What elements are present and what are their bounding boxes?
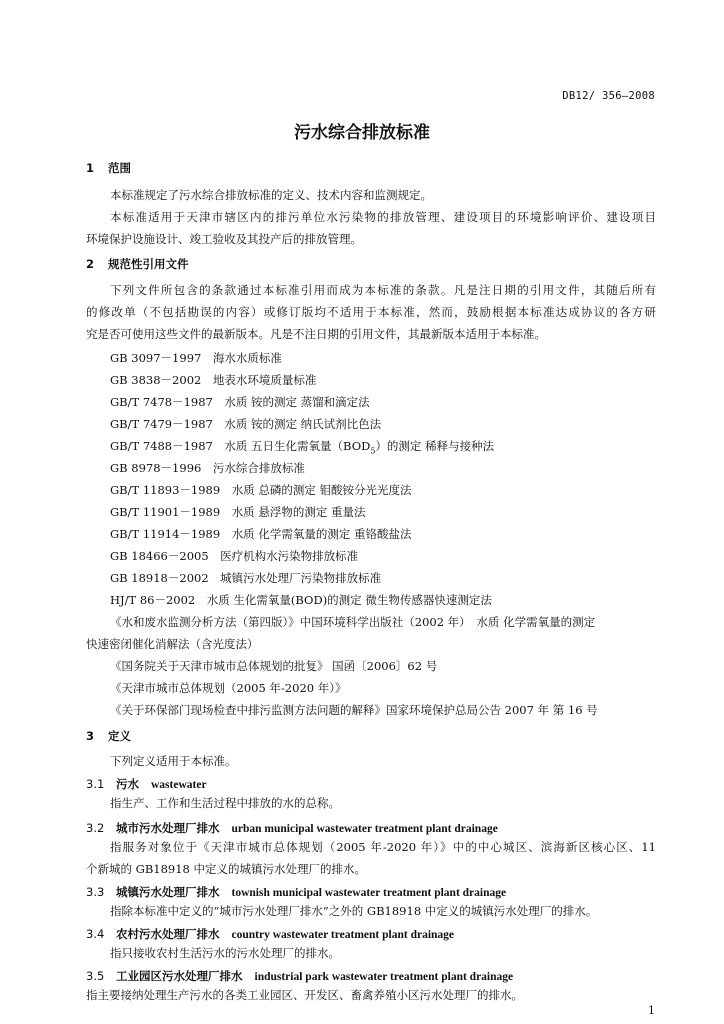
definition-body: 指服务对象位于《天津市城市总体规划（2005 年-2020 年）》中的中心城区、滨海新区核心区、11 <box>110 840 656 854</box>
reference-item: GB 18466－2005 医疗机构水污染物排放标准 <box>110 549 359 563</box>
definition-body: 指除本标准中定义的“城市污水处理厂排水”之外的 GB18918 中定义的城镇污水处理厂的排水。 <box>110 904 598 918</box>
reference-item-continuation: 快速密闭催化消解法（含光度法） <box>86 637 259 651</box>
reference-item: HJ/T 86－2002 水质 生化需氧量(BOD)的测定 微生物传感器快速测定法 <box>110 593 492 607</box>
definition-body: 指只接收农村生活污水的污水处理厂的排水。 <box>110 946 340 960</box>
definition-body-continuation: 个新城的 GB18918 中定义的城镇污水处理厂的排水。 <box>86 862 367 876</box>
reference-item: GB/T 7488－1987 水质 五日生化需氧量$(BOD_5)$的测定 稀释与接种法 <box>110 439 495 456</box>
definition-body: 指主要接纳处理生产污水的各类工业园区、开发区、畜禽养殖小区污水处理厂的排水。 <box>86 988 523 1002</box>
section-2-paragraph-line-2: 的修改单（不包括勘误的内容）或修订版均不适用于本标准，然而，鼓励根据本标准达成协议的各方研 <box>86 305 656 319</box>
document-code: DB12/ 356—2008 <box>562 90 655 102</box>
section-1-paragraph-2-line-1: 本标准适用于天津市辖区内的排污单位水污染物的排放管理、建设项目的环境影响评价、建设项目 <box>110 210 656 224</box>
section-2-paragraph-line-3: 究是否可使用这些文件的最新版本。凡是不注日期的引用文件，其最新版本适用于本标准。 <box>86 327 546 341</box>
definition-term: 3.3 城镇污水处理厂排水 townish municipal wastewater treatment plant drainage <box>86 885 507 899</box>
page-title: 污水综合排放标准 <box>294 123 430 143</box>
section-3-heading: 3 定义 <box>86 729 131 743</box>
reference-item: GB 3097－1997 海水水质标准 <box>110 351 282 365</box>
definition-term: 3.1 污水 wastewater <box>86 777 207 791</box>
reference-item: GB/T 11901－1989 水质 悬浮物的测定 重量法 <box>110 505 366 519</box>
reference-item: 《天津市城市总体规划（2005 年-2020 年）》 <box>110 681 347 695</box>
reference-item: 《水和废水监测分析方法（第四版）》中国环境科学出版社（2002 年） 水质 化学需氧量的测定 <box>110 615 596 629</box>
section-1-heading: 1 范围 <box>86 161 131 175</box>
reference-item: GB/T 7478－1987 水质 铵的测定 蒸馏和滴定法 <box>110 395 370 409</box>
reference-item: 《国务院关于天津市城市总体规划的批复》 国函〔2006〕62 号 <box>110 659 438 673</box>
definition-term: 3.4 农村污水处理厂排水 country wastewater treatment plant drainage <box>86 927 455 941</box>
reference-item: GB 18918－2002 城镇污水处理厂污染物排放标准 <box>110 571 382 585</box>
page-number: 1 <box>648 1004 655 1017</box>
reference-item: GB/T 11914－1989 水质 化学需氧量的测定 重铬酸盐法 <box>110 527 412 541</box>
definition-body: 指生产、工作和生活过程中排放的水的总称。 <box>110 796 340 810</box>
section-2-heading: 2 规范性引用文件 <box>86 257 189 271</box>
definition-term: 3.2 城市污水处理厂排水 urban municipal wastewater treatment plant drainage <box>86 821 498 835</box>
reference-item: 《关于环保部门现场检查中排污监测方法问题的解释》国家环境保护总局公告 2007 年 第 16 号 <box>110 703 598 717</box>
reference-item: GB 3838－2002 地表水环境质量标准 <box>110 373 317 387</box>
section-3-intro: 下列定义适用于本标准。 <box>110 754 237 768</box>
reference-item: GB/T 11893－1989 水质 总磷的测定 钼酸铵分光光度法 <box>110 483 412 497</box>
reference-item: GB/T 7479－1987 水质 铵的测定 纳氏试剂比色法 <box>110 417 382 431</box>
reference-item: GB 8978－1996 污水综合排放标准 <box>110 461 305 475</box>
definition-term: 3.5 工业园区污水处理厂排水 industrial park wastewater treatment plant drainage <box>86 969 514 983</box>
section-2-paragraph-line-1: 下列文件所包含的条款通过本标准引用而成为本标准的条款。凡是注日期的引用文件，其随后所有 <box>110 283 656 297</box>
section-1-paragraph-1: 本标准规定了污水综合排放标准的定义、技术内容和监测规定。 <box>110 188 432 202</box>
section-1-paragraph-2-line-2: 环境保护设施设计、竣工验收及其投产后的排放管理。 <box>86 232 362 246</box>
